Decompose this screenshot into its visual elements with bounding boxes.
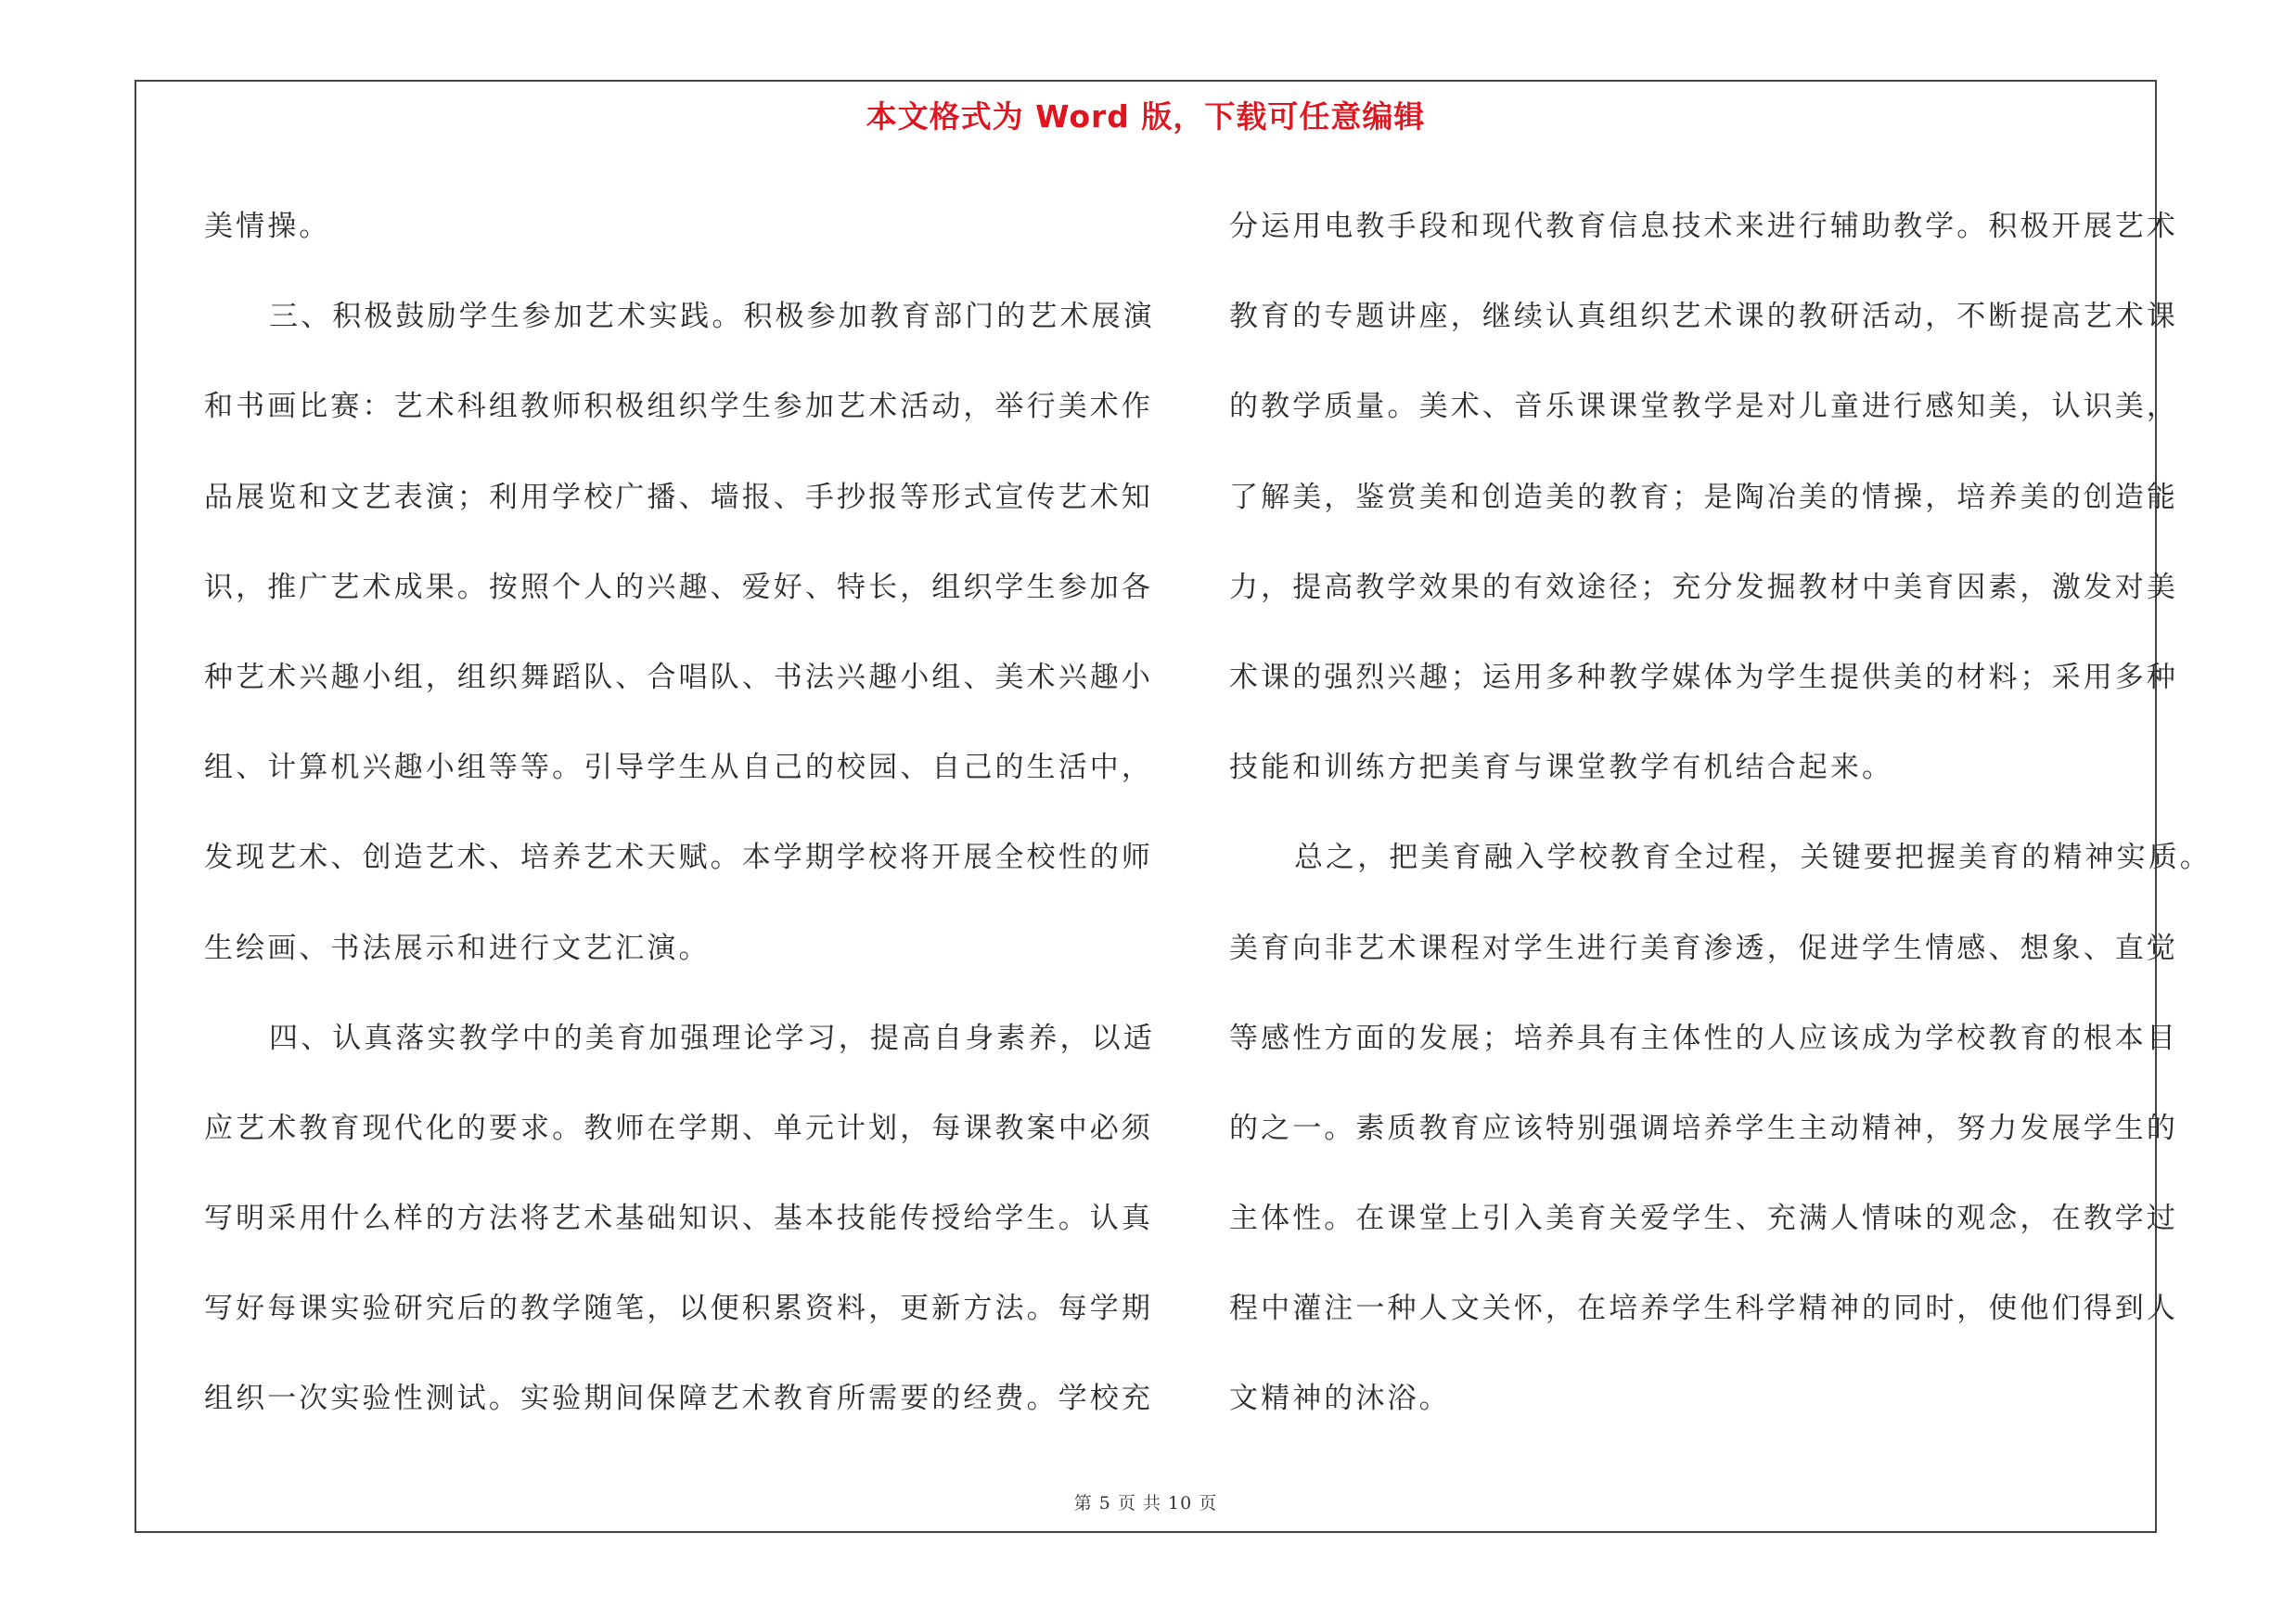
text-line: 文精神的沐浴。 <box>1229 1382 1451 1416</box>
left-text-column <box>204 182 1155 1445</box>
text-line: 种艺术兴趣小组，组织舞蹈队、合唱队、书法兴趣小组、美术兴趣小 <box>204 660 1153 694</box>
text-line: 了解美，鉴赏美和创造美的教育；是陶冶美的情操，培养美的创造能 <box>1229 480 2178 514</box>
text-line: 美情操。 <box>204 210 331 243</box>
text-line: 等感性方面的发展；培养具有主体性的人应该成为学校教育的根本目 <box>1229 1021 2178 1055</box>
page-number-footer: 第 5 页 共 10 页 <box>1073 1493 1218 1514</box>
text-line: 程中灌注一种人文关怀，在培养学生科学精神的同时，使他们得到人 <box>1229 1292 2178 1326</box>
text-line: 力，提高教学效果的有效途径；充分发掘教材中美育因素，激发对美 <box>1229 570 2178 604</box>
right-text-column <box>1229 182 2212 1445</box>
text-line: 应艺术教育现代化的要求。教师在学期、单元计划，每课教案中必须 <box>204 1111 1153 1145</box>
text-line: 品展览和文艺表演；利用学校广播、墙报、手抄报等形式宣传艺术知 <box>204 480 1153 514</box>
text-line: 技能和训练方把美育与课堂教学有机结合起来。 <box>1229 751 1894 785</box>
text-line: 写好每课实验研究后的教学随笔，以便积累资料，更新方法。每学期 <box>204 1292 1153 1326</box>
text-line: 的之一。素质教育应该特别强调培养学生主动精神，努力发展学生的 <box>1229 1111 2178 1145</box>
text-line: 和书画比赛：艺术科组教师积极组织学生参加艺术活动，举行美术作 <box>204 390 1153 424</box>
text-line: 发现艺术、创造艺术、培养艺术天赋。本学期学校将开展全校性的师 <box>204 841 1153 875</box>
text-line: 识，推广艺术成果。按照个人的兴趣、爱好、特长，组织学生参加各 <box>204 570 1153 604</box>
text-line: 组、计算机兴趣小组等等。引导学生从自己的校园、自己的生活中， <box>204 751 1153 785</box>
text-line: 美育向非艺术课程对学生进行美育渗透，促进学生情感、想象、直觉 <box>1229 931 2178 965</box>
text-line: 术课的强烈兴趣；运用多种教学媒体为学生提供美的材料；采用多种 <box>1229 660 2178 694</box>
word-format-banner: 本文格式为 Word 版，下载可任意编辑 <box>866 98 1426 135</box>
text-line: 总之，把美育融入学校教育全过程，关键要把握美育的精神实质。 <box>1294 841 2212 875</box>
text-line: 生绘画、书法展示和进行文艺汇演。 <box>204 931 711 965</box>
text-line: 三、积极鼓励学生参加艺术实践。积极参加教育部门的艺术展演 <box>269 300 1155 334</box>
text-line: 四、认真落实教学中的美育加强理论学习，提高自身素养，以适 <box>269 1021 1155 1055</box>
text-line: 分运用电教手段和现代教育信息技术来进行辅助教学。积极开展艺术 <box>1229 210 2178 243</box>
text-line: 主体性。在课堂上引入美育关爱学生、充满人情味的观念，在教学过 <box>1229 1202 2178 1236</box>
text-line: 组织一次实验性测试。实验期间保障艺术教育所需要的经费。学校充 <box>204 1382 1153 1416</box>
text-line: 的教学质量。美术、音乐课课堂教学是对儿童进行感知美，认识美， <box>1229 390 2178 424</box>
text-line: 教育的专题讲座，继续认真组织艺术课的教研活动，不断提高艺术课 <box>1229 300 2178 334</box>
text-line: 写明采用什么样的方法将艺术基础知识、基本技能传授给学生。认真 <box>204 1202 1153 1236</box>
